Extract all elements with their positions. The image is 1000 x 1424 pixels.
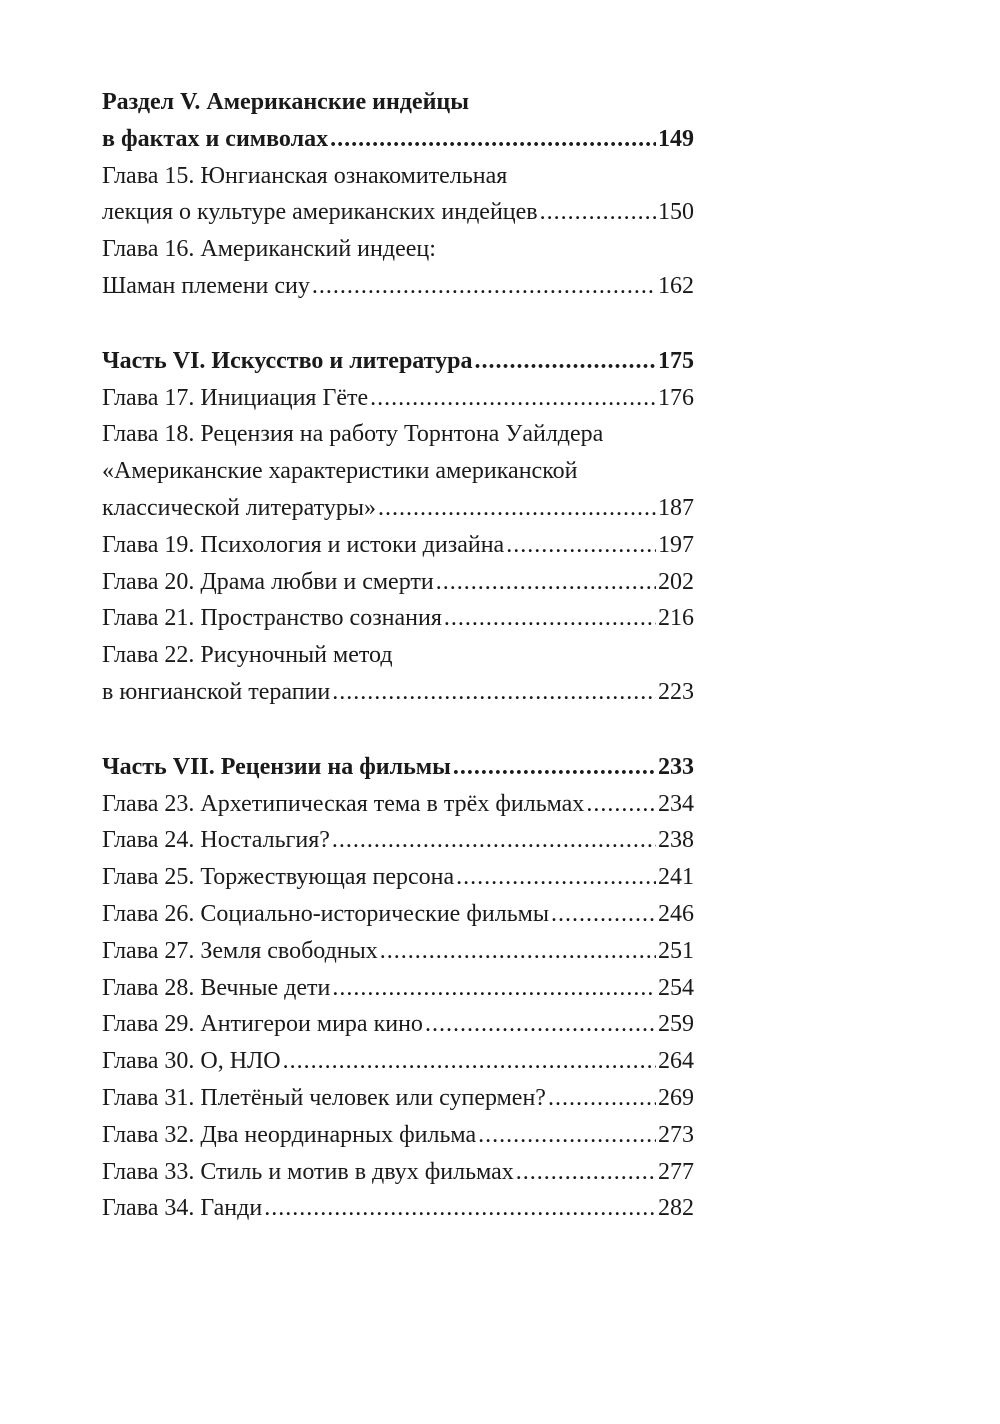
toc-part-entry[interactable] (102, 749, 694, 786)
page-number: 149 (658, 125, 694, 152)
toc-entry-title: Часть VII. Рецензии на фильмы (102, 753, 451, 780)
toc-part-entry[interactable] (102, 343, 694, 380)
dot-leader (453, 749, 656, 786)
page-number: 238 (658, 827, 694, 854)
dot-leader (264, 1190, 656, 1227)
toc-entry-title: лекция о культуре американских индейцев (102, 199, 538, 226)
dot-leader (332, 970, 656, 1007)
toc-chapter-entry[interactable] (102, 786, 694, 823)
dot-leader (332, 822, 656, 859)
dot-leader (475, 343, 657, 380)
dot-leader (586, 786, 656, 823)
dot-leader (456, 859, 656, 896)
toc-chapter-entry[interactable] (102, 231, 694, 305)
page-number: 233 (658, 753, 694, 780)
toc-chapter-entry[interactable] (102, 822, 694, 859)
page-number: 264 (658, 1048, 694, 1075)
toc-section (102, 749, 694, 1227)
toc-entry-title: Глава 23. Архетипическая тема в трёх фильмах (102, 790, 585, 817)
page-number: 162 (658, 272, 694, 299)
page-number: 234 (658, 790, 694, 817)
toc-entry-title: Шаман племени сиу (102, 272, 310, 299)
toc-entry-title-line: Глава 16. Американский индеец: (102, 236, 436, 263)
toc-entry-title-line: Глава 18. Рецензия на работу Торнтона Уайлдера (102, 421, 604, 448)
toc-entry-title: Глава 17. Инициация Гёте (102, 384, 369, 411)
page-number: 273 (658, 1121, 694, 1148)
dot-leader (506, 527, 656, 564)
dot-leader (332, 674, 656, 711)
table-of-contents (102, 84, 694, 1227)
toc-entry-title: Глава 26. Социально-исторические фильмы (102, 900, 549, 927)
toc-section (102, 343, 694, 711)
toc-entry-title: Часть VI. Искусство и литература (102, 347, 473, 374)
page-number: 175 (658, 347, 694, 374)
page-number: 269 (658, 1084, 694, 1111)
dot-leader (283, 1043, 656, 1080)
toc-entry-title: в фактах и символах (102, 125, 329, 152)
page-number: 187 (658, 494, 694, 521)
section-gap (102, 305, 694, 343)
toc-entry-title-line: Раздел V. Американские индейцы (102, 89, 469, 115)
page-number: 277 (658, 1158, 694, 1185)
toc-chapter-entry[interactable] (102, 859, 694, 896)
toc-chapter-entry[interactable] (102, 1190, 694, 1227)
toc-chapter-entry[interactable] (102, 1043, 694, 1080)
page-number: 254 (658, 974, 694, 1001)
toc-entry-title-line: Глава 15. Юнгианская ознакомительная (102, 162, 508, 189)
toc-part-entry[interactable] (102, 84, 694, 158)
section-gap (102, 711, 694, 749)
toc-chapter-entry[interactable] (102, 637, 694, 711)
toc-entry-title: Глава 29. Антигерои мира кино (102, 1011, 423, 1038)
dot-leader (330, 121, 656, 158)
toc-chapter-entry[interactable] (102, 380, 694, 417)
dot-leader (380, 933, 656, 970)
toc-chapter-entry[interactable] (102, 564, 694, 601)
page-number: 282 (658, 1195, 694, 1222)
page-number: 202 (658, 568, 694, 595)
toc-entry-title-line: Глава 22. Рисуночный метод (102, 642, 393, 669)
page-number: 246 (658, 900, 694, 927)
dot-leader (551, 896, 656, 933)
toc-chapter-entry[interactable] (102, 970, 694, 1007)
dot-leader (444, 600, 656, 637)
dot-leader (370, 380, 656, 417)
toc-chapter-entry[interactable] (102, 1117, 694, 1154)
page-number: 223 (658, 678, 694, 705)
toc-entry-title: Глава 25. Торжествующая персона (102, 864, 455, 891)
toc-entry-title: в юнгианской терапии (102, 678, 331, 705)
toc-entry-title: Глава 30. О, НЛО (102, 1048, 281, 1075)
dot-leader (548, 1080, 656, 1117)
dot-leader (478, 1117, 656, 1154)
page-number: 259 (658, 1011, 694, 1038)
toc-entry-title: Глава 33. Стиль и мотив в двух фильмах (102, 1158, 514, 1185)
toc-chapter-entry[interactable] (102, 527, 694, 564)
toc-section (102, 84, 694, 305)
toc-entry-title: Глава 28. Вечные дети (102, 974, 331, 1001)
page-number: 176 (658, 384, 694, 411)
toc-chapter-entry[interactable] (102, 1154, 694, 1191)
toc-entry-title: Глава 20. Драма любви и смерти (102, 568, 434, 595)
dot-leader (436, 564, 656, 601)
toc-entry-title: Глава 34. Ганди (102, 1195, 263, 1222)
toc-chapter-entry[interactable] (102, 1006, 694, 1043)
toc-chapter-entry[interactable] (102, 933, 694, 970)
page-number: 150 (658, 199, 694, 226)
toc-entry-title: Глава 27. Земля свободных (102, 937, 378, 964)
toc-chapter-entry[interactable] (102, 158, 694, 232)
toc-chapter-entry[interactable] (102, 896, 694, 933)
toc-chapter-entry[interactable] (102, 600, 694, 637)
toc-chapter-entry[interactable] (102, 1080, 694, 1117)
toc-entry-title: Глава 21. Пространство сознания (102, 605, 442, 632)
toc-entry-title: Глава 32. Два неординарных фильма (102, 1121, 477, 1148)
dot-leader (425, 1006, 656, 1043)
page-number: 197 (658, 531, 694, 558)
page-number: 251 (658, 937, 694, 964)
toc-entry-title-line: «Американские характеристики американской (102, 458, 578, 485)
page-number: 216 (658, 605, 694, 632)
dot-leader (540, 194, 656, 231)
page-number: 241 (658, 864, 694, 891)
dot-leader (312, 268, 656, 305)
toc-entry-title: Глава 24. Ностальгия? (102, 827, 330, 854)
dot-leader (378, 490, 656, 527)
dot-leader (516, 1154, 656, 1191)
toc-entry-title: Глава 19. Психология и истоки дизайна (102, 531, 505, 558)
toc-chapter-entry[interactable] (102, 416, 694, 526)
toc-entry-title: классической литературы» (102, 494, 376, 521)
toc-entry-title: Глава 31. Плетёный человек или супермен? (102, 1084, 546, 1111)
